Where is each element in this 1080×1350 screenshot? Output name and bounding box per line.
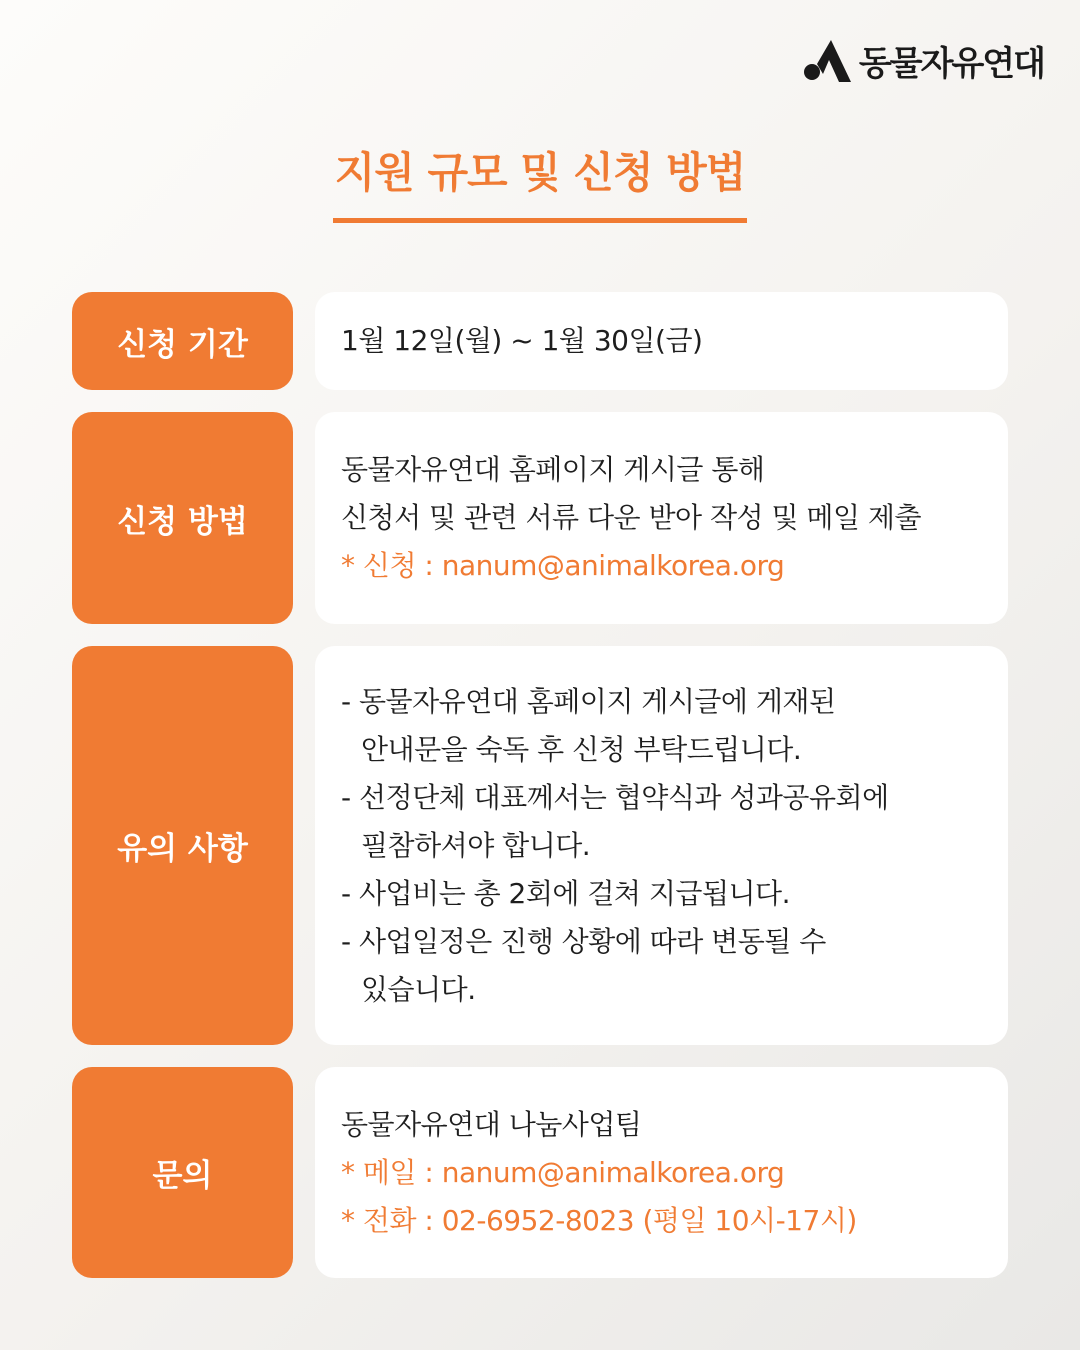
brand-logo-text: 동물자유연대	[858, 44, 1044, 84]
notes-line: - 사업일정은 진행 상황에 따라 변동될 수	[341, 924, 826, 958]
content-application-method	[315, 412, 1008, 624]
notes-line: - 동물자유연대 홈페이지 게시글에 게재된	[341, 684, 836, 718]
notes-line: 안내문을 숙독 후 신청 부탁드립니다.	[361, 732, 802, 766]
row-application-period	[72, 292, 1008, 390]
label-notes: 유의 사항	[72, 646, 293, 1045]
page-title: 지원 규모 및 신청 방법	[333, 140, 748, 223]
method-line: 신청서 및 관련 서류 다운 받아 작성 및 메일 제출	[341, 501, 922, 534]
row-application-method	[72, 412, 1008, 624]
contact-email[interactable]: * 메일 : nanum@animalkorea.org	[341, 1155, 785, 1189]
content-application-period	[315, 292, 1008, 390]
contact-team: 동물자유연대 나눔사업팀	[341, 1107, 642, 1141]
page-title-container	[0, 140, 1080, 223]
content-notes	[315, 646, 1008, 1045]
brand-logo	[803, 36, 1044, 85]
notes-line: 있습니다.	[361, 972, 476, 1006]
contact-phone[interactable]: * 전화 : 02-6952-8023 (평일 10시-17시)	[341, 1203, 857, 1237]
brand-logo-icon	[803, 38, 853, 84]
method-line: 동물자유연대 홈페이지 게시글 통해	[341, 453, 765, 486]
row-notes	[72, 646, 1008, 1045]
label-application-method: 신청 방법	[72, 412, 293, 624]
method-email[interactable]: * 신청 : nanum@animalkorea.org	[341, 549, 785, 582]
notes-line: - 사업비는 총 2회에 걸쳐 지급됩니다.	[341, 876, 790, 910]
row-contact	[72, 1067, 1008, 1278]
label-application-period: 신청 기간	[72, 292, 293, 390]
period-text: 1월 12일(월) ~ 1월 30일(금)	[341, 324, 703, 357]
notes-line: 필참하셔야 합니다.	[361, 828, 591, 862]
label-contact: 문의	[72, 1067, 293, 1278]
content-contact	[315, 1067, 1008, 1278]
notes-line: - 선정단체 대표께서는 협약식과 성과공유회에	[341, 780, 889, 814]
